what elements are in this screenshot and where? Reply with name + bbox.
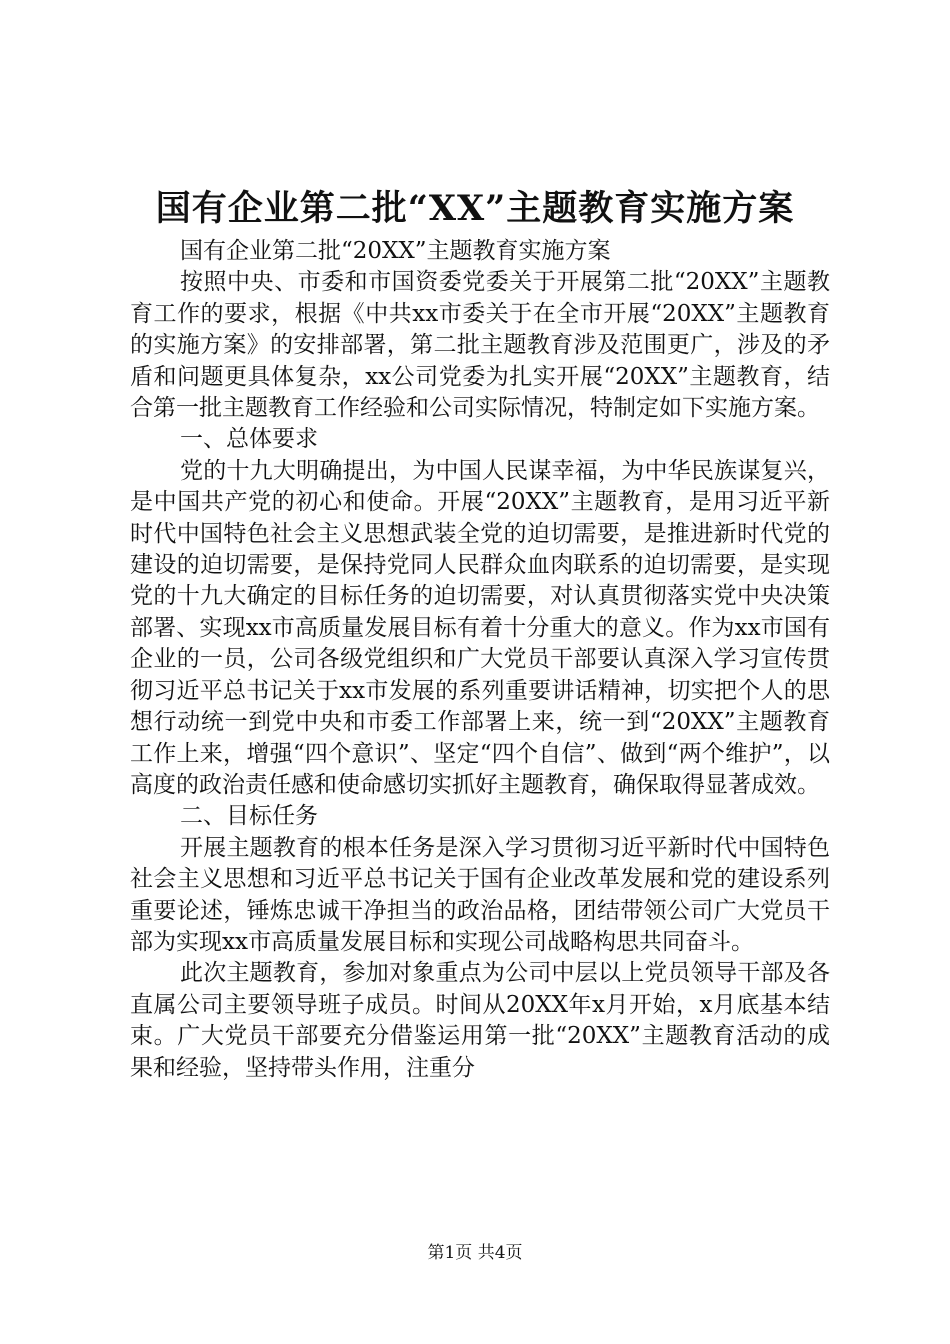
section-heading-general-requirements: 一、总体要求 (180, 426, 318, 453)
document-title: 国有企业第二批“XX”主题教育实施方案 (155, 188, 795, 229)
paragraph-goals-tasks: 开展主题教育的根本任务是深入学习贯彻习近平新时代中国特色社会主义思想和习近平总书记关于国有企业改革发展和党的建设系列重要论述，锤炼忠诚干净担当的政治品格，团结带领公司广大党员干部为实现xx市高质量发展目标和实现公司战略构思共同奋斗。 (130, 834, 830, 955)
page-number: 第1页 共4页 (427, 1243, 523, 1263)
paragraph-participants: 此次主题教育，参加对象重点为公司中层以上党员领导干部及各直属公司主要领导班子成员。时间从20XX年x月开始，x月底基本结束。广大党员干部要充分借鉴运用第一批“20XX”主题教育活动的成果和经验，坚持带头作用，注重分 (130, 960, 830, 1081)
section-heading-goals-tasks: 二、目标任务 (180, 803, 318, 830)
paragraph-general-requirements: 党的十九大明确提出，为中国人民谋幸福，为中华民族谋复兴，是中国共产党的初心和使命。开展“20XX”主题教育，是用习近平新时代中国特色社会主义思想武装全党的迫切需要，是推进新时代党的建设的迫切需要，是保持党同人民群众血肉联系的迫切需要，是实现党的十九大确定的目标任务的迫切需要，对认真贯彻落实党中央决策部署、实现xx市高质量发展目标有着十分重大的意义。作为xx市国有企业的一员，公司各级党组织和广大党员干部要认真深入学习宣传贯彻习近平总书记关于xx市发展的系列重要讲话精神，切实把个人的思想行动统一到党中央和市委工作部署上来，统一到“20XX”主题教育工作上来，增强“四个意识”、坚定“四个自信”、做到“两个维护”，以高度的政治责任感和使命感切实抓好主题教育，确保取得显著成效。 (130, 457, 830, 798)
document-body (130, 236, 830, 1084)
paragraph-subtitle: 国有企业第二批“20XX”主题教育实施方案 (180, 238, 611, 264)
paragraph-intro: 按照中央、市委和市国资委党委关于开展第二批“20XX”主题教育工作的要求，根据《中共xx市委关于在全市开展“20XX”主题教育的实施方案》的安排部署，第二批主题教育涉及范围更广，涉及的矛盾和问题更具体复杂，xx公司党委为扎实开展“20XX”主题教育，结合第一批主题教育工作经验和公司实际情况，特制定如下实施方案。 (130, 269, 830, 422)
